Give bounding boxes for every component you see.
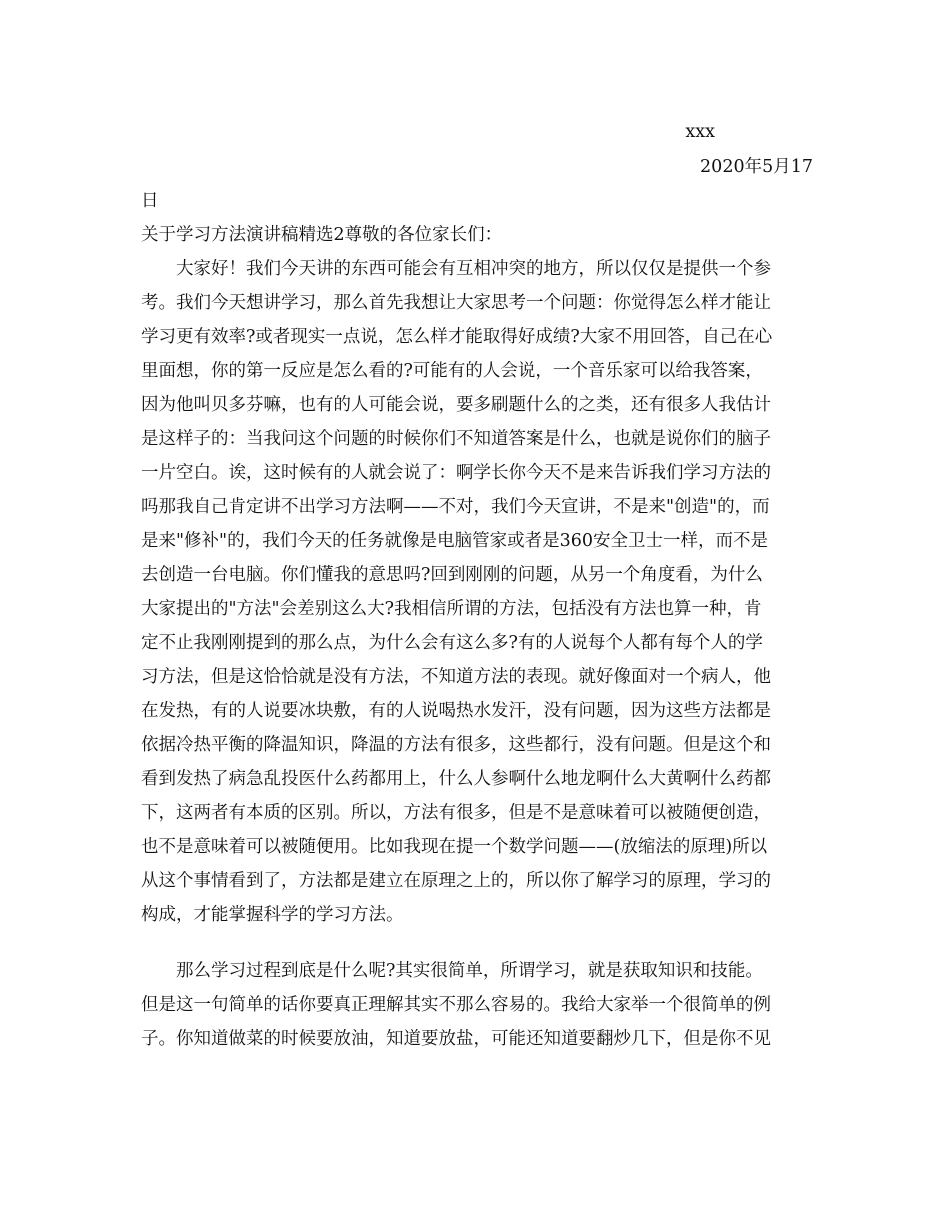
paragraph-1-line: 在发热，有的人说要冰块敷，有的人说喝热水发汗，没有问题，因为这些方法都是 [141,701,771,721]
paragraph-1-line: 定不止我刚刚提到的那么点，为什么会有这么多?有的人说每个人都有每个人的学 [141,633,763,653]
paragraph-1-line: 下，这两者有本质的区别。所以，方法有很多，但是不是意味着可以被随便创造， [141,803,771,823]
paragraph-2-line: 那么学习过程到底是什么呢?其实很简单，所谓学习，就是获取知识和技能。 [176,961,763,981]
paragraph-1-line: 里面想，你的第一反应是怎么看的?可能有的人会说，一个音乐家可以给我答案， [141,361,763,381]
paragraph-1-line: 依据冷热平衡的降温知识，降温的方法有很多，这些都行，没有问题。但是这个和 [141,735,771,755]
paragraph-1-line: 构成，才能掌握科学的学习方法。 [141,905,404,925]
paragraph-1-line: 习方法，但是这恰恰就是没有方法，不知道方法的表现。就好像面对一个病人，他 [141,667,771,687]
paragraph-1-line: 从这个事情看到了，方法都是建立在原理之上的，所以你了解学习的原理，学习的 [141,871,771,891]
paragraph-1-line: 考。我们今天想讲学习，那么首先我想让大家思考一个问题：你觉得怎么样才能让 [141,293,771,313]
paragraph-2-line: 但是这一句简单的话你要真正理解其实不那么容易的。我给大家举一个很简单的例 [141,995,771,1015]
paragraph-1-line: 也不是意味着可以被随便用。比如我现在提一个数学问题——(放缩法的原理)所以 [141,837,768,857]
paragraph-1-line: 去创造一台电脑。你们懂我的意思吗?回到刚刚的问题，从另一个角度看，为什么 [141,565,763,585]
paragraph-1-line: 吗那我自己肯定讲不出学习方法啊——不对，我们今天宣讲，不是来"创造"的，而 [141,497,770,517]
paragraph-2-line: 子。你知道做菜的时候要放油，知道要放盐，可能还知道要翻炒几下，但是你不见 [141,1029,771,1049]
paragraph-1-line: 大家提出的"方法"会差别这么大?我相信所谓的方法，包括没有方法也算一种，肯 [141,599,762,619]
paragraph-1-line: 是这样子的：当我问这个问题的时候你们不知道答案是什么，也就是说你们的脑子 [141,429,771,449]
signature-date: 2020年5月17 [700,157,813,177]
paragraph-1-line: 看到发热了病急乱投医什么药都用上，什么人参啊什么地龙啊什么大黄啊什么药都 [141,769,771,789]
paragraph-1-line: 学习更有效率?或者现实一点说，怎么样才能取得好成绩?大家不用回答，自己在心 [141,327,773,347]
paragraph-1-line: 一片空白。诶，这时候有的人就会说了：啊学长你今天不是来告诉我们学习方法的 [141,463,771,483]
signature-date-tail: 日 [141,191,159,211]
document-heading: 关于学习方法演讲稿精选2尊敬的各位家长们： [141,225,503,245]
paragraph-1-line: 是来"修补"的，我们今天的任务就像是电脑管家或者是360安全卫士一样，而不是 [141,531,768,551]
paragraph-1-line: 大家好！我们今天讲的东西可能会有互相冲突的地方，所以仅仅是提供一个参 [176,259,771,279]
signature-name: xxx [685,122,715,142]
paragraph-1-line: 因为他叫贝多芬嘛，也有的人可能会说，要多刷题什么的之类，还有很多人我估计 [141,395,771,415]
